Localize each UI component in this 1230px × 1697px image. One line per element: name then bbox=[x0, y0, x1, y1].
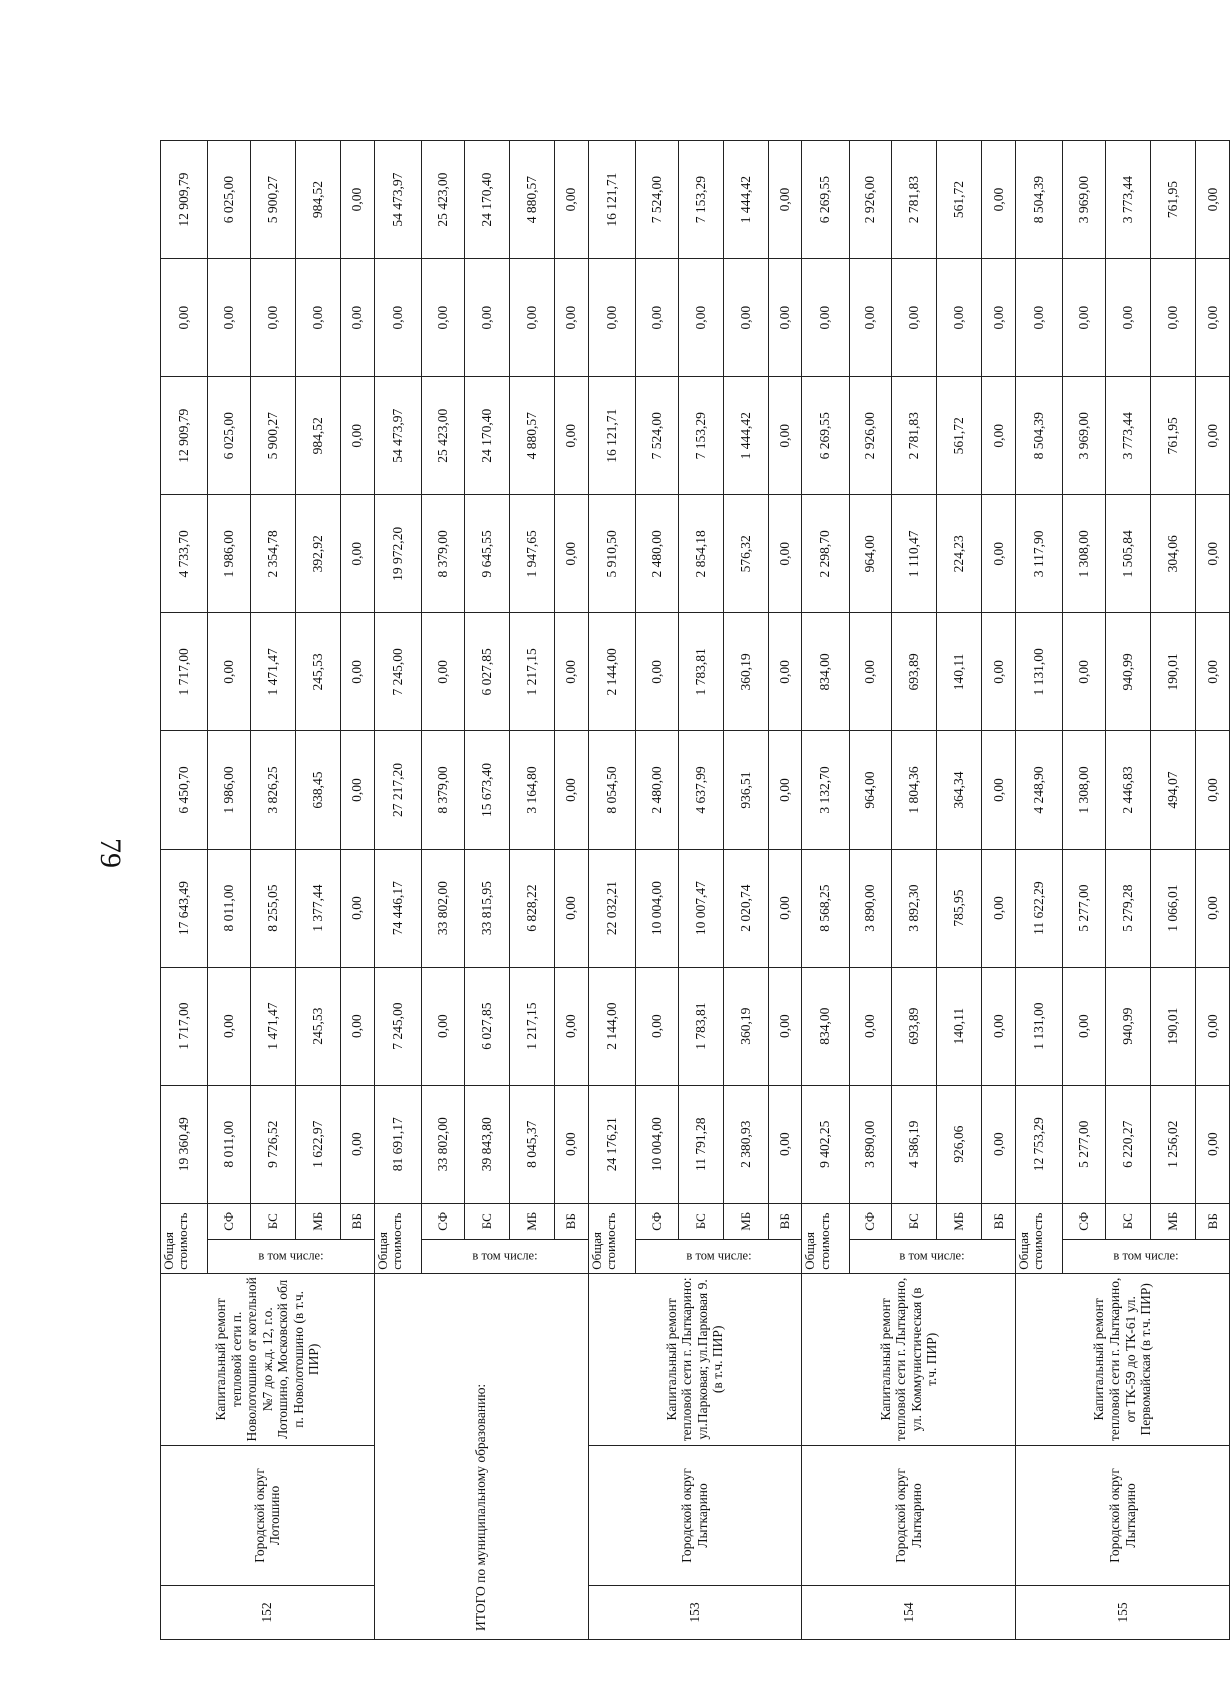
value-cell: 3 890,00 bbox=[849, 849, 892, 967]
value-cell: 1 804,36 bbox=[892, 731, 937, 849]
value-cell: 3 969,00 bbox=[1063, 377, 1106, 495]
value-cell: 3 773,44 bbox=[1106, 377, 1151, 495]
value-cell: 3 892,30 bbox=[892, 849, 937, 967]
funding-source-label: БС bbox=[1106, 1203, 1151, 1239]
value-cell: 3 117,90 bbox=[1016, 495, 1063, 613]
value-cell: 4 733,70 bbox=[161, 495, 208, 613]
value-cell: 0,00 bbox=[554, 731, 588, 849]
funding-source-label: ВБ bbox=[341, 1203, 375, 1239]
value-cell: 140,11 bbox=[937, 613, 982, 731]
value-cell: 0,00 bbox=[802, 259, 849, 377]
funding-source-label: МБ bbox=[1151, 1203, 1196, 1239]
rotated-table-container bbox=[160, 140, 1230, 1640]
value-cell: 4 248,90 bbox=[1016, 731, 1063, 849]
funding-source-label: МБ bbox=[296, 1203, 341, 1239]
value-cell: 4 586,19 bbox=[892, 1085, 937, 1203]
value-cell: 7 524,00 bbox=[635, 141, 678, 259]
value-cell: 1 947,65 bbox=[509, 495, 554, 613]
value-cell: 2 144,00 bbox=[588, 613, 635, 731]
value-cell: 0,00 bbox=[982, 731, 1016, 849]
value-cell: 24 170,40 bbox=[464, 141, 509, 259]
value-cell: 39 843,80 bbox=[464, 1085, 509, 1203]
funding-source-label: ВБ bbox=[982, 1203, 1016, 1239]
value-cell: 0,00 bbox=[982, 259, 1016, 377]
value-cell: 4 880,57 bbox=[509, 377, 554, 495]
value-cell: 245,53 bbox=[296, 967, 341, 1085]
value-cell: 1 444,42 bbox=[723, 141, 768, 259]
value-cell: 224,23 bbox=[937, 495, 982, 613]
value-cell: 2 781,83 bbox=[892, 377, 937, 495]
value-cell: 1 444,42 bbox=[723, 377, 768, 495]
table-body bbox=[161, 141, 1230, 1640]
value-cell: 22 032,21 bbox=[588, 849, 635, 967]
value-cell: 2 926,00 bbox=[849, 377, 892, 495]
value-cell: 10 004,00 bbox=[635, 849, 678, 967]
value-cell: 81 691,17 bbox=[374, 1085, 421, 1203]
value-cell: 12 753,29 bbox=[1016, 1085, 1063, 1203]
value-cell: 561,72 bbox=[937, 141, 982, 259]
value-cell: 1 717,00 bbox=[161, 967, 208, 1085]
value-cell: 6 025,00 bbox=[208, 377, 251, 495]
total-cost-label: Общая стоимость bbox=[161, 1203, 208, 1273]
value-cell: 7 245,00 bbox=[374, 967, 421, 1085]
value-cell: 1 217,15 bbox=[509, 967, 554, 1085]
value-cell: 5 279,28 bbox=[1106, 849, 1151, 967]
value-cell: 8 379,00 bbox=[422, 495, 465, 613]
value-cell: 3 773,44 bbox=[1106, 141, 1151, 259]
value-cell: 0,00 bbox=[554, 967, 588, 1085]
value-cell: 1 505,84 bbox=[1106, 495, 1151, 613]
funding-source-label: БС bbox=[678, 1203, 723, 1239]
value-cell: 0,00 bbox=[554, 259, 588, 377]
value-cell: 27 217,20 bbox=[374, 731, 421, 849]
value-cell: 1 471,47 bbox=[251, 967, 296, 1085]
value-cell: 17 643,49 bbox=[161, 849, 208, 967]
value-cell: 761,95 bbox=[1151, 141, 1196, 259]
value-cell: 392,92 bbox=[296, 495, 341, 613]
funding-source-label: ВБ bbox=[768, 1203, 802, 1239]
value-cell: 4 637,99 bbox=[678, 731, 723, 849]
value-cell: 0,00 bbox=[341, 377, 375, 495]
value-cell: 5 910,50 bbox=[588, 495, 635, 613]
value-cell: 1 110,47 bbox=[892, 495, 937, 613]
value-cell: 6 828,22 bbox=[509, 849, 554, 967]
value-cell: 360,19 bbox=[723, 967, 768, 1085]
value-cell: 0,00 bbox=[554, 377, 588, 495]
value-cell: 0,00 bbox=[982, 849, 1016, 967]
value-cell: 0,00 bbox=[678, 259, 723, 377]
value-cell: 834,00 bbox=[802, 967, 849, 1085]
value-cell: 0,00 bbox=[768, 495, 802, 613]
value-cell: 834,00 bbox=[802, 613, 849, 731]
value-cell: 0,00 bbox=[635, 967, 678, 1085]
value-cell: 0,00 bbox=[982, 967, 1016, 1085]
row-number: 154 bbox=[802, 1585, 1016, 1639]
value-cell: 8 568,25 bbox=[802, 849, 849, 967]
value-cell: 3 969,00 bbox=[1063, 141, 1106, 259]
value-cell: 0,00 bbox=[251, 259, 296, 377]
district-name: Городской округ Лыткарино bbox=[588, 1445, 802, 1585]
value-cell: 12 909,79 bbox=[161, 377, 208, 495]
value-cell: 0,00 bbox=[849, 967, 892, 1085]
value-cell: 0,00 bbox=[296, 259, 341, 377]
object-description: Капитальный ремонт тепловой сети г. Лыткарино, ул. Коммунистическая (в т.ч. ПИР) bbox=[802, 1273, 1016, 1445]
value-cell: 0,00 bbox=[982, 1085, 1016, 1203]
value-cell: 1 131,00 bbox=[1016, 613, 1063, 731]
value-cell: 561,72 bbox=[937, 377, 982, 495]
value-cell: 2 480,00 bbox=[635, 495, 678, 613]
value-cell: 1 986,00 bbox=[208, 731, 251, 849]
value-cell: 6 269,55 bbox=[802, 377, 849, 495]
value-cell: 494,07 bbox=[1151, 731, 1196, 849]
value-cell: 1 471,47 bbox=[251, 613, 296, 731]
total-cost-label: Общая стоимость bbox=[802, 1203, 849, 1273]
value-cell: 0,00 bbox=[768, 731, 802, 849]
value-cell: 1 308,00 bbox=[1063, 495, 1106, 613]
district-name: Городской округ Лотошино bbox=[161, 1445, 375, 1585]
including-label bbox=[849, 1239, 1016, 1273]
value-cell: 140,11 bbox=[937, 967, 982, 1085]
value-cell: 0,00 bbox=[1063, 967, 1106, 1085]
funding-source-label: БС bbox=[892, 1203, 937, 1239]
value-cell: 0,00 bbox=[1196, 495, 1230, 613]
value-cell: 2 298,70 bbox=[802, 495, 849, 613]
value-cell: 7 524,00 bbox=[635, 377, 678, 495]
value-cell: 0,00 bbox=[588, 259, 635, 377]
funding-source-label: СФ bbox=[1063, 1203, 1106, 1239]
funding-source-label: ВБ bbox=[554, 1203, 588, 1239]
value-cell: 0,00 bbox=[635, 613, 678, 731]
value-cell: 0,00 bbox=[768, 849, 802, 967]
value-cell: 9 726,52 bbox=[251, 1085, 296, 1203]
value-cell: 0,00 bbox=[341, 849, 375, 967]
district-name: Городской округ Лыткарино bbox=[802, 1445, 1016, 1585]
value-cell: 940,99 bbox=[1106, 613, 1151, 731]
value-cell: 8 045,37 bbox=[509, 1085, 554, 1203]
itogo-label: ИТОГО по муниципальному образованию: bbox=[374, 1273, 588, 1639]
value-cell: 11 622,29 bbox=[1016, 849, 1063, 967]
funding-source-label: МБ bbox=[509, 1203, 554, 1239]
value-cell: 19 972,20 bbox=[374, 495, 421, 613]
value-cell: 1 377,44 bbox=[296, 849, 341, 967]
value-cell: 0,00 bbox=[422, 259, 465, 377]
value-cell: 54 473,97 bbox=[374, 377, 421, 495]
value-cell: 3 826,25 bbox=[251, 731, 296, 849]
value-cell: 0,00 bbox=[341, 259, 375, 377]
value-cell: 0,00 bbox=[208, 967, 251, 1085]
value-cell: 1 131,00 bbox=[1016, 967, 1063, 1085]
value-cell: 5 900,27 bbox=[251, 141, 296, 259]
value-cell: 0,00 bbox=[341, 613, 375, 731]
including-label bbox=[635, 1239, 802, 1273]
value-cell: 0,00 bbox=[1196, 967, 1230, 1085]
page-number: 79 bbox=[94, 838, 127, 868]
value-cell: 1 986,00 bbox=[208, 495, 251, 613]
value-cell: 0,00 bbox=[554, 1085, 588, 1203]
value-cell: 0,00 bbox=[1196, 377, 1230, 495]
value-cell: 940,99 bbox=[1106, 967, 1151, 1085]
table-row bbox=[802, 141, 849, 1640]
value-cell: 7 245,00 bbox=[374, 613, 421, 731]
value-cell: 964,00 bbox=[849, 495, 892, 613]
value-cell: 33 815,95 bbox=[464, 849, 509, 967]
value-cell: 0,00 bbox=[768, 377, 802, 495]
value-cell: 936,51 bbox=[723, 731, 768, 849]
value-cell: 0,00 bbox=[849, 259, 892, 377]
value-cell: 24 170,40 bbox=[464, 377, 509, 495]
value-cell: 0,00 bbox=[554, 849, 588, 967]
value-cell: 25 423,00 bbox=[422, 141, 465, 259]
value-cell: 1 717,00 bbox=[161, 613, 208, 731]
value-cell: 33 802,00 bbox=[422, 849, 465, 967]
object-description: Капитальный ремонт тепловой сети п. Новолотошино от котельной №7 до ж.д. 12, г.о. Лотошино, Московской обл п. Новолотошино (в т.ч. ПИР) bbox=[161, 1273, 375, 1445]
value-cell: 0,00 bbox=[341, 495, 375, 613]
value-cell: 0,00 bbox=[509, 259, 554, 377]
value-cell: 0,00 bbox=[892, 259, 937, 377]
value-cell: 0,00 bbox=[1196, 613, 1230, 731]
table-row bbox=[374, 141, 421, 1640]
value-cell: 8 379,00 bbox=[422, 731, 465, 849]
value-cell: 0,00 bbox=[1196, 1085, 1230, 1203]
value-cell: 0,00 bbox=[982, 495, 1016, 613]
value-cell: 9 645,55 bbox=[464, 495, 509, 613]
value-cell: 2 781,83 bbox=[892, 141, 937, 259]
value-cell: 693,89 bbox=[892, 967, 937, 1085]
table-row bbox=[1016, 141, 1063, 1640]
value-cell: 12 909,79 bbox=[161, 141, 208, 259]
value-cell: 10 004,00 bbox=[635, 1085, 678, 1203]
value-cell: 54 473,97 bbox=[374, 141, 421, 259]
value-cell: 0,00 bbox=[768, 1085, 802, 1203]
value-cell: 8 255,05 bbox=[251, 849, 296, 967]
value-cell: 0,00 bbox=[982, 613, 1016, 731]
funding-source-label: БС bbox=[251, 1203, 296, 1239]
including-label-text: в том числе: bbox=[258, 1248, 324, 1263]
value-cell: 190,01 bbox=[1151, 613, 1196, 731]
value-cell: 4 880,57 bbox=[509, 141, 554, 259]
value-cell: 0,00 bbox=[554, 613, 588, 731]
value-cell: 638,45 bbox=[296, 731, 341, 849]
table-row bbox=[588, 141, 635, 1640]
value-cell: 245,53 bbox=[296, 613, 341, 731]
value-cell: 3 890,00 bbox=[849, 1085, 892, 1203]
value-cell: 8 504,39 bbox=[1016, 377, 1063, 495]
value-cell: 2 354,78 bbox=[251, 495, 296, 613]
value-cell: 0,00 bbox=[1196, 731, 1230, 849]
value-cell: 8 011,00 bbox=[208, 849, 251, 967]
value-cell: 785,95 bbox=[937, 849, 982, 967]
value-cell: 6 220,27 bbox=[1106, 1085, 1151, 1203]
value-cell: 0,00 bbox=[723, 259, 768, 377]
value-cell: 0,00 bbox=[1016, 259, 1063, 377]
value-cell: 0,00 bbox=[554, 495, 588, 613]
value-cell: 0,00 bbox=[1151, 259, 1196, 377]
value-cell: 0,00 bbox=[1196, 259, 1230, 377]
including-label-text: в том числе: bbox=[472, 1248, 538, 1263]
including-label bbox=[1063, 1239, 1230, 1273]
value-cell: 0,00 bbox=[374, 259, 421, 377]
value-cell: 2 480,00 bbox=[635, 731, 678, 849]
value-cell: 2 926,00 bbox=[849, 141, 892, 259]
value-cell: 360,19 bbox=[723, 613, 768, 731]
total-cost-label: Общая стоимость bbox=[374, 1203, 421, 1273]
total-cost-label: Общая стоимость bbox=[1016, 1203, 1063, 1273]
funding-source-label: СФ bbox=[849, 1203, 892, 1239]
value-cell: 0,00 bbox=[422, 967, 465, 1085]
value-cell: 984,52 bbox=[296, 141, 341, 259]
value-cell: 0,00 bbox=[464, 259, 509, 377]
row-number: 155 bbox=[1016, 1585, 1230, 1639]
value-cell: 19 360,49 bbox=[161, 1085, 208, 1203]
value-cell: 16 121,71 bbox=[588, 141, 635, 259]
value-cell: 0,00 bbox=[1106, 259, 1151, 377]
value-cell: 15 673,40 bbox=[464, 731, 509, 849]
value-cell: 0,00 bbox=[422, 613, 465, 731]
value-cell: 926,06 bbox=[937, 1085, 982, 1203]
value-cell: 8 054,50 bbox=[588, 731, 635, 849]
value-cell: 7 153,29 bbox=[678, 141, 723, 259]
including-label bbox=[208, 1239, 375, 1273]
budget-table bbox=[160, 140, 1230, 1640]
value-cell: 304,06 bbox=[1151, 495, 1196, 613]
value-cell: 3 164,80 bbox=[509, 731, 554, 849]
value-cell: 364,34 bbox=[937, 731, 982, 849]
value-cell: 2 144,00 bbox=[588, 967, 635, 1085]
object-description: Капитальный ремонт тепловой сети г. Лыткарино: ул.Парковая; ул.Парковая 9. (в т.ч. ПИР) bbox=[588, 1273, 802, 1445]
district-name: Городской округ Лыткарино bbox=[1016, 1445, 1230, 1585]
value-cell: 1 783,81 bbox=[678, 967, 723, 1085]
value-cell: 0,00 bbox=[341, 141, 375, 259]
value-cell: 0,00 bbox=[849, 613, 892, 731]
value-cell: 576,32 bbox=[723, 495, 768, 613]
value-cell: 11 791,28 bbox=[678, 1085, 723, 1203]
value-cell: 6 027,85 bbox=[464, 613, 509, 731]
value-cell: 8 011,00 bbox=[208, 1085, 251, 1203]
value-cell: 6 269,55 bbox=[802, 141, 849, 259]
value-cell: 9 402,25 bbox=[802, 1085, 849, 1203]
funding-source-label: МБ bbox=[723, 1203, 768, 1239]
value-cell: 1 217,15 bbox=[509, 613, 554, 731]
value-cell: 693,89 bbox=[892, 613, 937, 731]
value-cell: 5 277,00 bbox=[1063, 1085, 1106, 1203]
table-row bbox=[161, 141, 208, 1640]
funding-source-label: МБ bbox=[937, 1203, 982, 1239]
value-cell: 10 007,47 bbox=[678, 849, 723, 967]
value-cell: 964,00 bbox=[849, 731, 892, 849]
funding-source-label: СФ bbox=[635, 1203, 678, 1239]
value-cell: 0,00 bbox=[161, 259, 208, 377]
value-cell: 5 277,00 bbox=[1063, 849, 1106, 967]
object-description: Капитальный ремонт тепловой сети г. Лыткарино, от ТК-59 до ТК-61 ул. Первомайская (в т.ч. ПИР) bbox=[1016, 1273, 1230, 1445]
value-cell: 0,00 bbox=[937, 259, 982, 377]
value-cell: 761,95 bbox=[1151, 377, 1196, 495]
value-cell: 0,00 bbox=[1063, 259, 1106, 377]
value-cell: 0,00 bbox=[635, 259, 678, 377]
value-cell: 3 132,70 bbox=[802, 731, 849, 849]
value-cell: 1 622,97 bbox=[296, 1085, 341, 1203]
value-cell: 0,00 bbox=[1196, 141, 1230, 259]
value-cell: 5 900,27 bbox=[251, 377, 296, 495]
value-cell: 0,00 bbox=[768, 259, 802, 377]
value-cell: 0,00 bbox=[341, 731, 375, 849]
value-cell: 24 176,21 bbox=[588, 1085, 635, 1203]
value-cell: 190,01 bbox=[1151, 967, 1196, 1085]
value-cell: 1 308,00 bbox=[1063, 731, 1106, 849]
value-cell: 33 802,00 bbox=[422, 1085, 465, 1203]
funding-source-label: ВБ bbox=[1196, 1203, 1230, 1239]
value-cell: 0,00 bbox=[768, 967, 802, 1085]
including-label-text: в том числе: bbox=[685, 1248, 752, 1263]
row-number: 152 bbox=[161, 1585, 375, 1639]
funding-source-label: БС bbox=[464, 1203, 509, 1239]
value-cell: 8 504,39 bbox=[1016, 141, 1063, 259]
row-number: 153 bbox=[588, 1585, 802, 1639]
value-cell: 2 854,18 bbox=[678, 495, 723, 613]
value-cell: 0,00 bbox=[208, 613, 251, 731]
value-cell: 0,00 bbox=[341, 967, 375, 1085]
value-cell: 1 783,81 bbox=[678, 613, 723, 731]
total-cost-label: Общая стоимость bbox=[588, 1203, 635, 1273]
value-cell: 0,00 bbox=[982, 377, 1016, 495]
funding-source-label: СФ bbox=[208, 1203, 251, 1239]
value-cell: 0,00 bbox=[1196, 849, 1230, 967]
value-cell: 0,00 bbox=[208, 259, 251, 377]
value-cell: 6 450,70 bbox=[161, 731, 208, 849]
value-cell: 2 020,74 bbox=[723, 849, 768, 967]
value-cell: 984,52 bbox=[296, 377, 341, 495]
including-label-text: в том числе: bbox=[1113, 1248, 1179, 1263]
value-cell: 74 446,17 bbox=[374, 849, 421, 967]
value-cell: 6 025,00 bbox=[208, 141, 251, 259]
including-label bbox=[422, 1239, 589, 1273]
value-cell: 16 121,71 bbox=[588, 377, 635, 495]
value-cell: 0,00 bbox=[768, 613, 802, 731]
value-cell: 1 256,02 bbox=[1151, 1085, 1196, 1203]
value-cell: 2 446,83 bbox=[1106, 731, 1151, 849]
value-cell: 25 423,00 bbox=[422, 377, 465, 495]
funding-source-label: СФ bbox=[422, 1203, 465, 1239]
value-cell: 0,00 bbox=[554, 141, 588, 259]
value-cell: 7 153,29 bbox=[678, 377, 723, 495]
value-cell: 0,00 bbox=[768, 141, 802, 259]
value-cell: 0,00 bbox=[341, 1085, 375, 1203]
value-cell: 0,00 bbox=[982, 141, 1016, 259]
including-label-text: в том числе: bbox=[899, 1248, 965, 1263]
value-cell: 0,00 bbox=[1063, 613, 1106, 731]
value-cell: 1 066,01 bbox=[1151, 849, 1196, 967]
value-cell: 6 027,85 bbox=[464, 967, 509, 1085]
value-cell: 2 380,93 bbox=[723, 1085, 768, 1203]
